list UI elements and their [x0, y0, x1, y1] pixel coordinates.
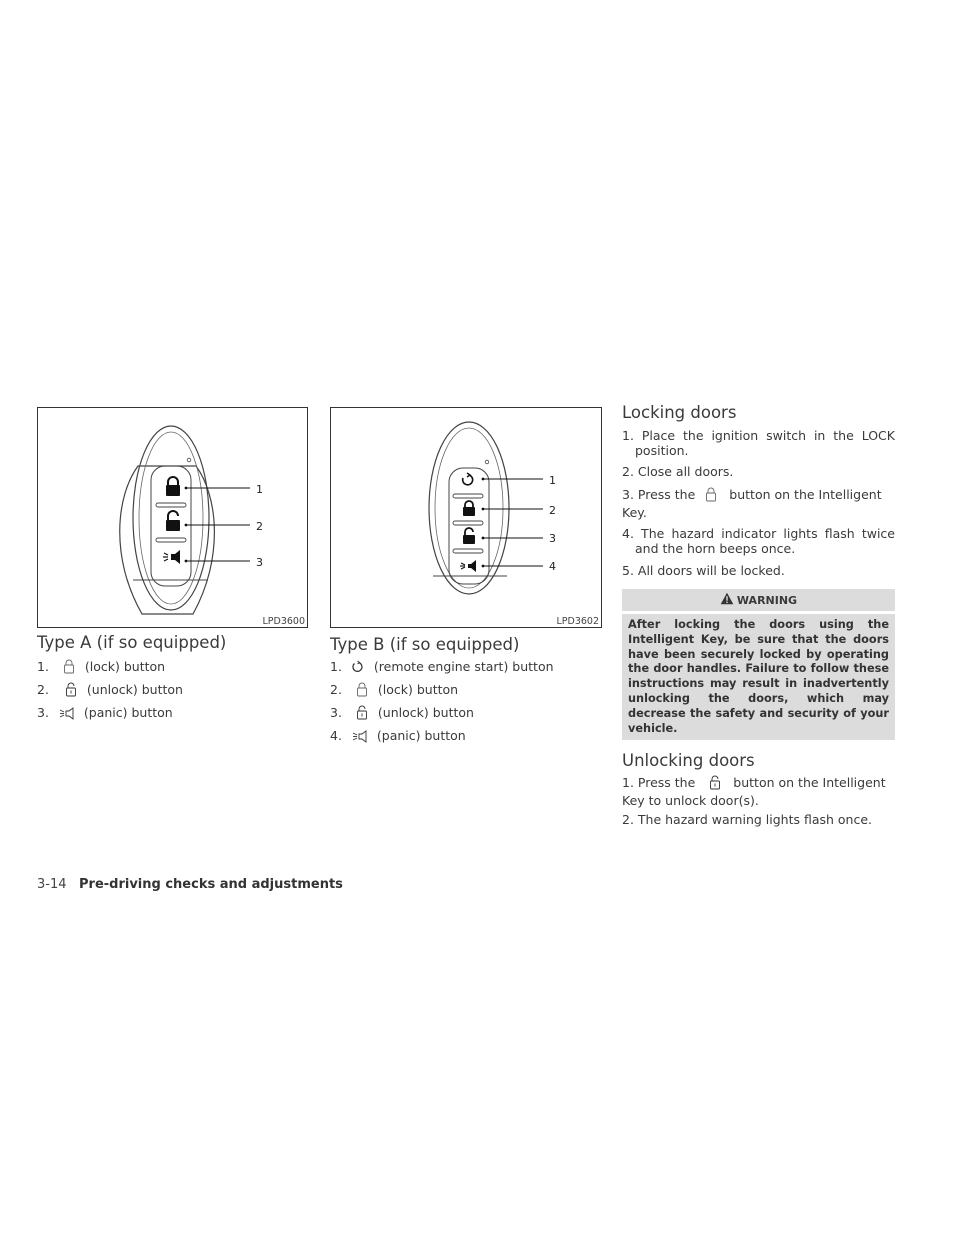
type-a-item-3 [37, 705, 173, 723]
item-number: 2. [37, 682, 49, 697]
remote-start-icon [350, 660, 364, 677]
type-b-item-4 [330, 728, 466, 746]
warning-title: WARNING [736, 593, 798, 607]
item-number: 4. [330, 728, 342, 743]
item-label: (panic) button [376, 728, 466, 743]
locking-step-2: 2. Close all doors. [622, 464, 734, 479]
panic-icon [59, 707, 75, 723]
unlocking-step-2: 2. The hazard warning lights flash once. [622, 812, 873, 827]
item-number: 3. [37, 705, 49, 720]
panic-icon [352, 730, 368, 746]
fob-panic-icon [163, 550, 180, 564]
fob-outline [133, 426, 209, 610]
item-label: (lock) button [377, 682, 459, 697]
lock-icon [63, 659, 75, 677]
type-b-heading: Type B (if so equipped) [330, 635, 520, 654]
item-number: 3. [330, 705, 342, 720]
type-b-item-1 [330, 659, 554, 677]
item-label: (unlock) button [377, 705, 474, 720]
page-number: 3-14 [37, 877, 67, 892]
lock-icon [705, 487, 717, 505]
locking-step-3 [622, 487, 895, 520]
type-b-item-3 [330, 705, 474, 723]
callout-1: 1 [256, 483, 263, 496]
section-title: Pre-driving checks and adjustments [79, 877, 343, 892]
figure-type-a [37, 407, 308, 628]
type-a-item-1 [37, 659, 165, 677]
unlock-icon [356, 705, 368, 723]
fob-lock-icon [463, 501, 475, 516]
key-fob-type-a-illustration [38, 408, 309, 629]
type-a-heading: Type A (if so equipped) [37, 633, 227, 652]
item-label: (lock) button [84, 659, 166, 674]
warning-icon [720, 592, 734, 608]
callout-2: 2 [549, 504, 556, 517]
item-number: 1. [330, 659, 342, 674]
callout-2: 2 [256, 520, 263, 533]
fob-lock-icon [166, 477, 180, 496]
fob-panic-icon [460, 560, 476, 572]
fob-unlock-icon [463, 528, 475, 544]
fob-unlock-icon [166, 511, 180, 531]
step-text-pre: 1. Press the [622, 775, 696, 790]
callout-4: 4 [549, 560, 556, 573]
unlocking-step-1 [622, 775, 895, 808]
locking-step-4: 4. The hazard indicator lights flash twice and the horn beeps once. [622, 526, 895, 556]
locking-doors-heading: Locking doors [622, 403, 737, 422]
item-label: (panic) button [83, 705, 173, 720]
type-a-item-2 [37, 682, 183, 700]
warning-header [622, 589, 895, 611]
locking-step-5: 5. All doors will be locked. [622, 563, 785, 578]
type-b-item-2 [330, 682, 458, 700]
step-text-post: button on the Intelligent Key. [622, 487, 882, 520]
figure-code: LPD3600 [262, 616, 305, 627]
item-label: (unlock) button [86, 682, 183, 697]
warning-body: After locking the doors using the Intelligent Key, be sure that the doors have been securely locked by operating the door handles. Failure to follow these instructions may result in inadvertently unlocking the doors, which may decrease the safety and security of your vehicle. [622, 614, 895, 740]
callout-1: 1 [549, 474, 556, 487]
fob-remote-start-icon [463, 473, 473, 485]
unlocking-doors-heading: Unlocking doors [622, 751, 755, 770]
item-number: 1. [37, 659, 49, 674]
unlock-icon [65, 682, 77, 700]
figure-code: LPD3602 [556, 616, 599, 627]
item-number: 2. [330, 682, 342, 697]
callout-3: 3 [256, 556, 263, 569]
callout-3: 3 [549, 532, 556, 545]
unlock-icon [709, 775, 721, 793]
key-fob-type-b-illustration [331, 408, 603, 629]
step-text-pre: 3. Press the [622, 487, 696, 502]
lock-icon [356, 682, 368, 700]
locking-step-1: 1. Place the ignition switch in the LOCK position. [622, 428, 895, 458]
figure-type-b [330, 407, 602, 628]
item-label: (remote engine start) button [373, 659, 554, 674]
step-text-post: button on the Intelligent Key to unlock door(s). [622, 775, 886, 808]
